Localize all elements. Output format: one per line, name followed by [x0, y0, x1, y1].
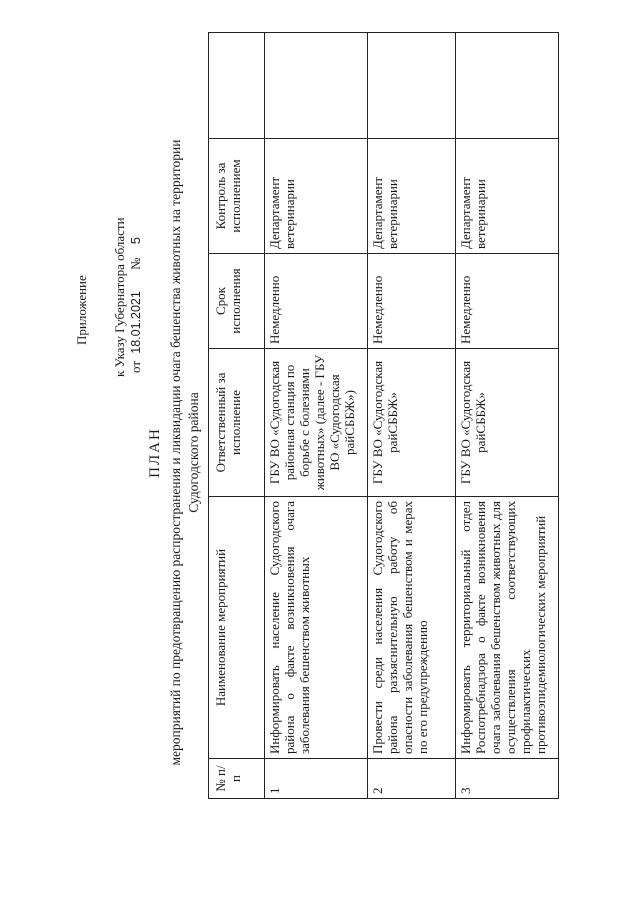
cell-name: Информировать население Судогодского района о факте возникновения очага заболевания бешенством животных	[265, 497, 368, 759]
table-row	[368, 33, 456, 799]
plan-table	[208, 32, 559, 799]
cell-num: 3	[456, 759, 559, 799]
cell-name: Информировать территориальный отдел Роспотребнадзора о факте возникновения очага заболевания бешенством животных для осуществления соответствующих профилактических противоэпидемиологических мероприятий	[456, 497, 559, 759]
header-num: № п/п	[209, 759, 265, 799]
table-row	[456, 33, 559, 799]
table-row	[265, 33, 368, 799]
cell-responsible: ГБУ ВО «Судогодская райСББЖ»	[456, 349, 559, 497]
cell-extra	[265, 33, 368, 139]
header-name: Наименование мероприятий	[209, 497, 265, 759]
cell-deadline: Немедленно	[265, 254, 368, 349]
cell-responsible: ГБУ ВО «Судогодская райСББЖ»	[368, 349, 456, 497]
header-deadline: Срок исполнения	[209, 254, 265, 349]
date-prefix: от	[128, 360, 143, 373]
document-title: ПЛАН	[147, 427, 163, 478]
cell-control: Департамент ветеринарии	[456, 139, 559, 254]
cell-num: 2	[368, 759, 456, 799]
cell-control: Департамент ветеринарии	[265, 139, 368, 254]
header-control: Контроль за исполнением	[209, 139, 265, 254]
document-place: Судогодского района	[186, 392, 201, 513]
cell-deadline: Немедленно	[368, 254, 456, 349]
document-subtitle: мероприятий по предотвращению распространения и ликвидации очага бешенства животных на территории	[168, 139, 183, 766]
cell-num: 1	[265, 759, 368, 799]
cell-deadline: Немедленно	[456, 254, 559, 349]
decree-reference: к Указу Губернатора области	[112, 217, 127, 377]
cell-control: Департамент ветеринарии	[368, 139, 456, 254]
header-responsible: Ответственный за исполнение	[209, 349, 265, 497]
decree-date: 18.01.2021	[129, 291, 143, 354]
header-extra	[209, 33, 265, 139]
decree-number: 5	[128, 237, 143, 245]
cell-extra	[368, 33, 456, 139]
appendix-label: Приложение	[74, 275, 89, 345]
cell-responsible: ГБУ ВО «Судогодская районная станция по борьбе с болезнями животных» (далее - ГБУ ВО «Судогодская райСББЖ»)	[265, 349, 368, 497]
decree-date-line	[128, 237, 144, 373]
cell-name: Провести среди населения Судогодского района разъяснительную работу об опасности заболевания бешенством и мерах по его предупреждению	[368, 497, 456, 759]
table-header-row	[209, 33, 265, 799]
number-prefix: №	[128, 257, 143, 270]
cell-extra	[456, 33, 559, 139]
